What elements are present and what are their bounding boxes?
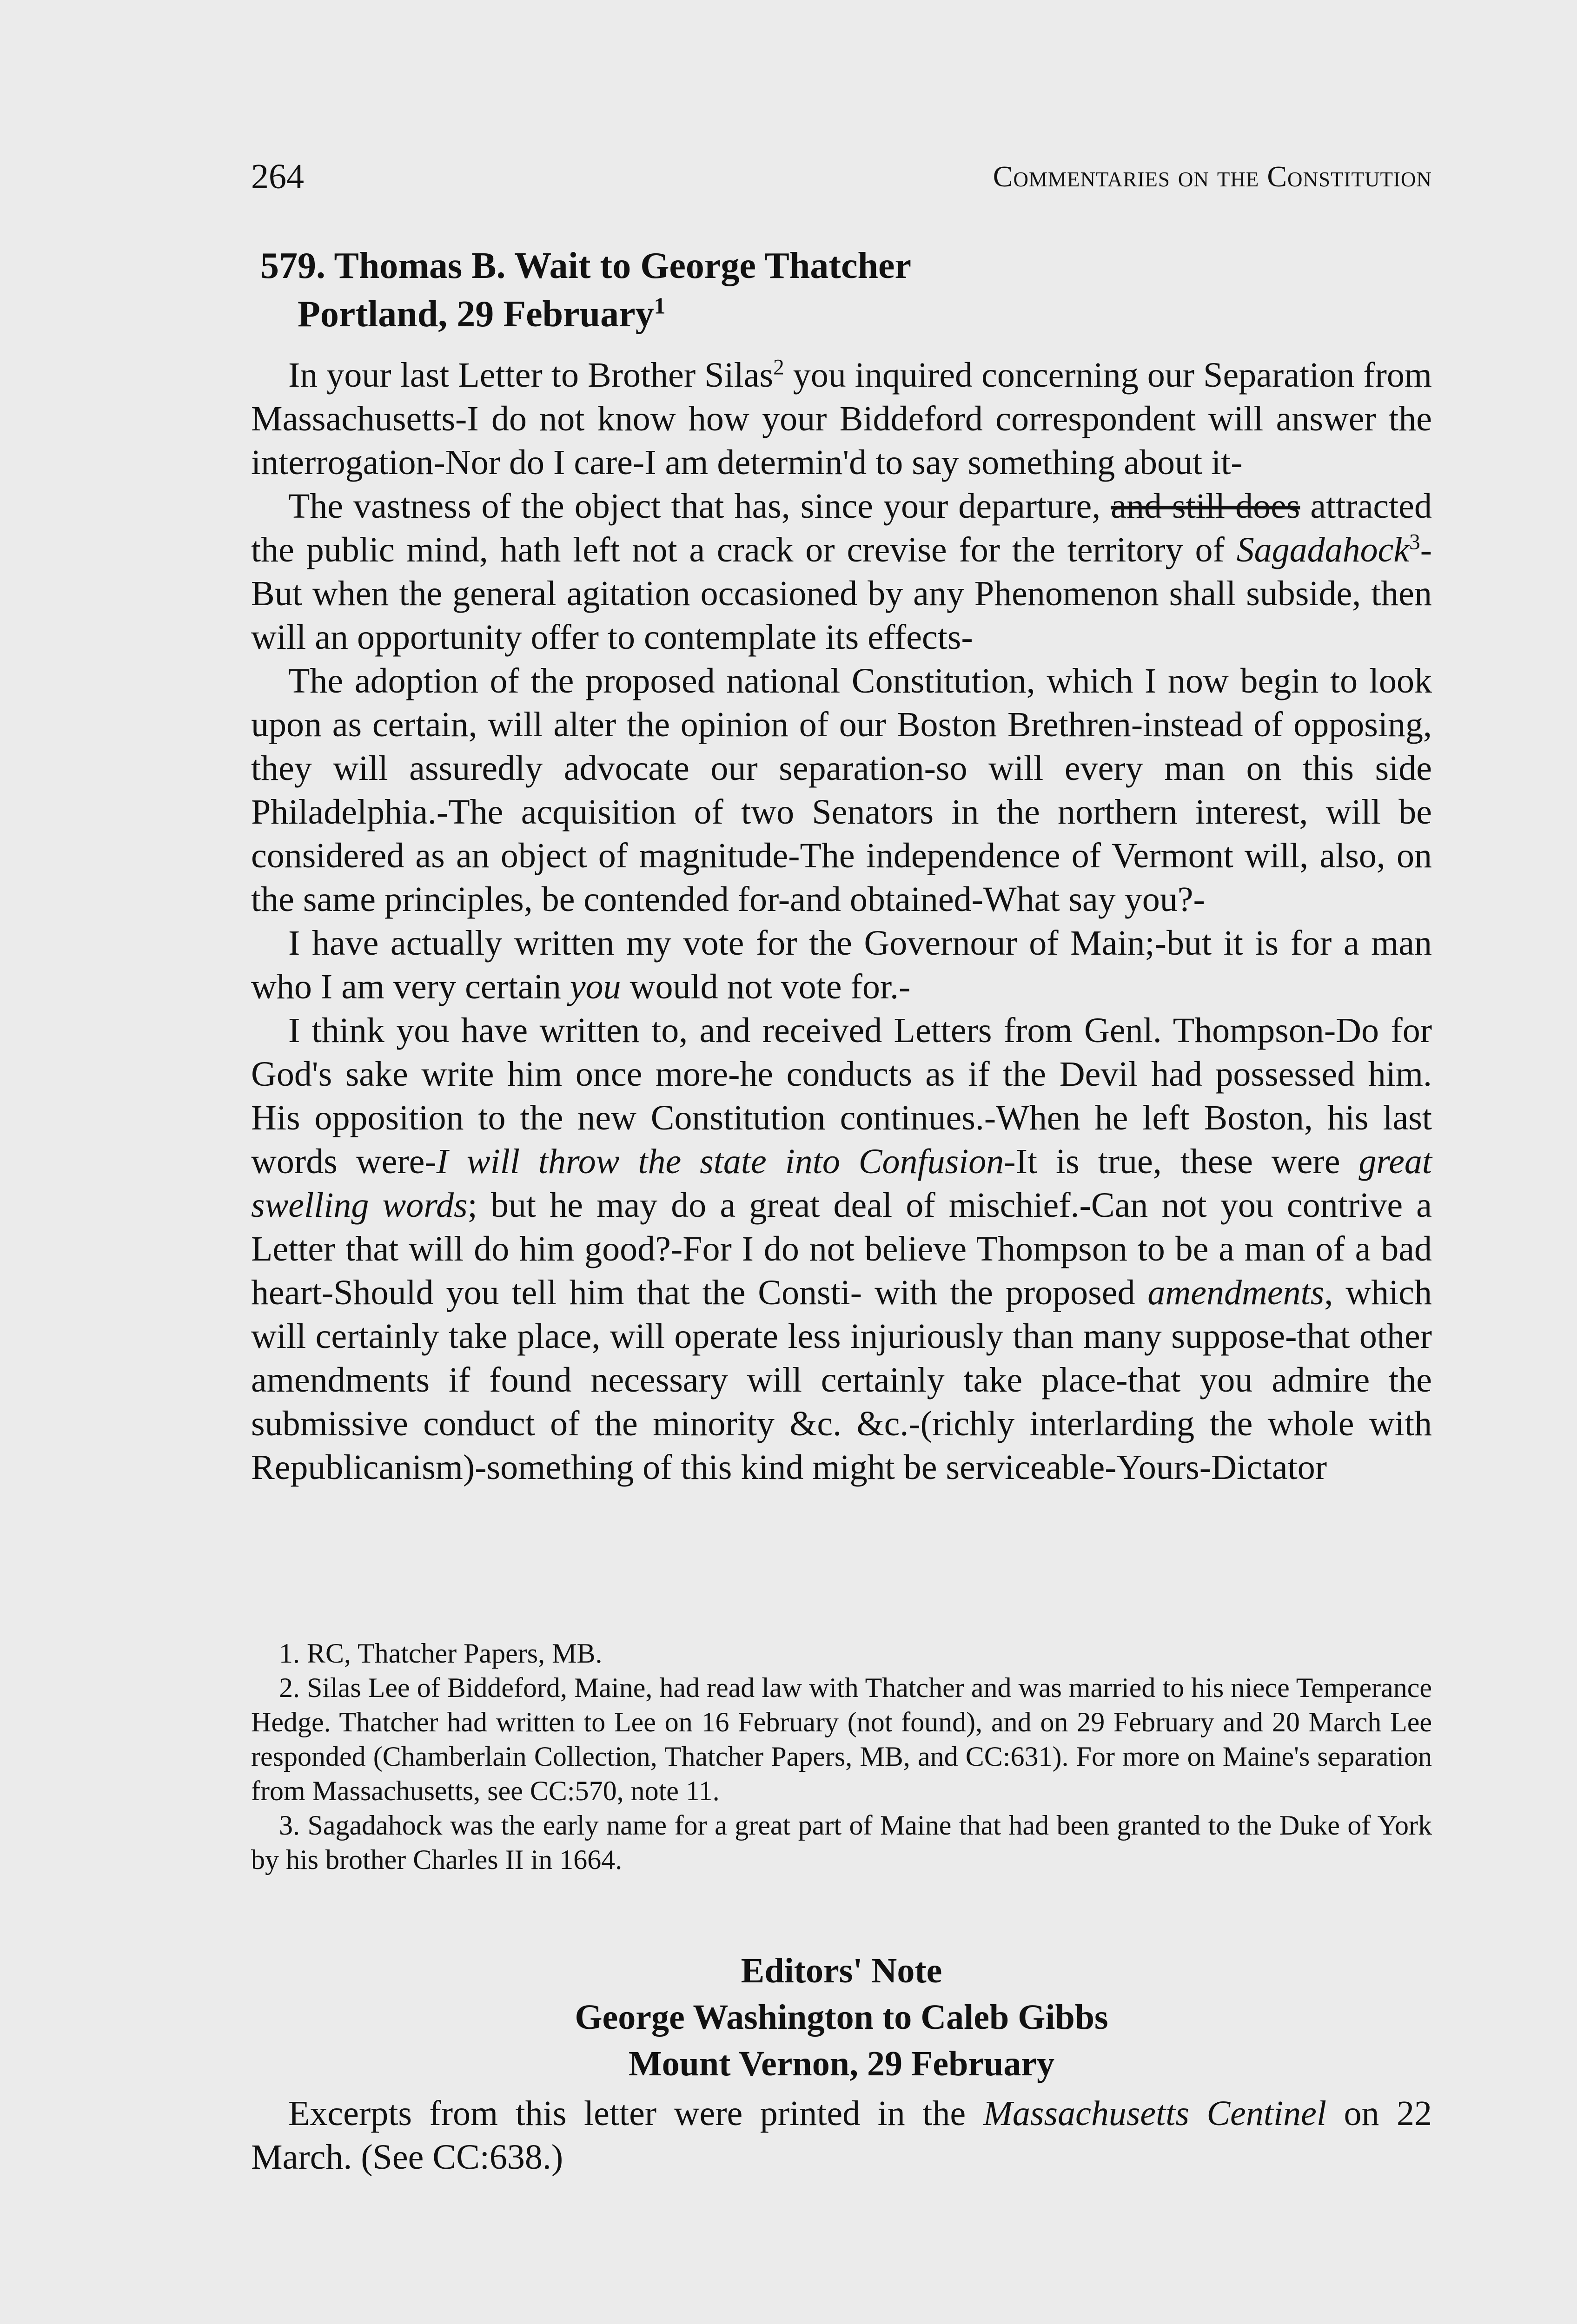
text-run: would not vote for.-	[621, 967, 911, 1006]
footnotes	[251, 1636, 1432, 1877]
footnote-ref-3: 3	[1409, 530, 1420, 555]
text-run: attracted the public mind, hath left not a crack or crevise for the territory of	[251, 487, 1432, 569]
text-run: ; but he may do a great deal of mischief.-Can not you contrive a Letter that will do him good?-For I do not believe Thompson to be a man of a bad heart-Should you tell him that the Consti- with the proposed	[251, 1186, 1432, 1312]
editors-note-body	[251, 2092, 1432, 2179]
footnote-1: 1. RC, Thatcher Papers, MB.	[279, 1638, 603, 1669]
footnote-3: 3. Sagadahock was the early name for a great part of Maine that had been granted to the Duke of York by his brother Charles II in 1664.	[251, 1810, 1432, 1875]
editors-note-paragraph	[251, 2092, 1432, 2179]
document-place-date-text: Portland, 29 February	[298, 294, 654, 335]
text-run: I have actually written my vote for the Governour of Main;-but it is for a man who I am very certain	[251, 924, 1432, 1006]
letter-body	[251, 353, 1432, 1489]
editors-note-subtitle: George Washington to Caleb Gibbs	[575, 1998, 1108, 2037]
footnote-2: 2. Silas Lee of Biddeford, Maine, had read law with Thatcher and was married to his niece Temperance Hedge. Thatcher had written to Lee on 16 February (not found), and on 29 February and 20 March Lee responded (Chamberlain Collection, Thatcher Papers, MB, and CC:631). For more on Maine's separation from Massachusetts, see CC:570, note 11.	[251, 1672, 1432, 1806]
footnote-ref-1: 1	[654, 293, 666, 319]
text-run: The vastness of the object that has, since your departure,	[288, 487, 1111, 526]
italic-text: you	[570, 967, 621, 1006]
letter-paragraph	[251, 353, 1432, 484]
text-run: -It is true, these were	[1004, 1142, 1359, 1181]
document-title: 579. Thomas B. Wait to George Thatcher	[260, 245, 911, 286]
letter-paragraph: The adoption of the proposed national Constitution, which I now begin to look upon as certain, will alter the opinion of our Boston Brethren-instead of opposing, they will assuredly advocate our separation-so will every man on this side Philadelphia.-The acquisition of two Senators in the northern interest, will be considered as an object of magnitude-The independence of Vermont will, also, on the same principles, be contended for-and obtained-What say you?-	[251, 661, 1432, 919]
document-heading	[260, 242, 1376, 338]
text-run: -But when the general agitation occasioned by any Phenomenon shall subside, then will an opportunity offer to contemplate its effects-	[251, 530, 1432, 657]
italic-place-name: Sagadahock	[1236, 530, 1410, 569]
italic-text: amendments	[1147, 1273, 1325, 1312]
text-run: , which will certainly take place, will operate less injuriously than many suppose-that other amendments if found necessary will certainly take place-that you admire the submissive conduct of the minority &c. &c.-(richly interlarding the whole with Republicanism)-something of this kind might be serviceable-Yours-Dictator	[251, 1273, 1432, 1487]
running-head: Commentaries on the Constitution	[993, 160, 1432, 193]
editors-note-place-date: Mount Vernon, 29 February	[628, 2044, 1055, 2083]
document-place-date	[260, 290, 1376, 338]
page-header	[251, 153, 1432, 200]
text-run: In your last Letter to Brother Silas	[288, 356, 774, 395]
page-number: 264	[251, 157, 304, 196]
italic-text: great swelling words	[251, 1142, 1432, 1225]
editors-note-heading	[251, 1948, 1432, 2087]
text-run: you inquired concerning our Separation from Massachusetts-I do not know how your Biddeford correspondent will answer the interrogation-Nor do I care-I am determin'd to say something about it-	[251, 356, 1432, 482]
editors-note-title: Editors' Note	[741, 1951, 942, 1990]
footnote-ref-2: 2	[773, 355, 784, 380]
text-run: on 22 March. (See CC:638.)	[251, 2094, 1432, 2177]
struck-text: and still does	[1111, 487, 1300, 526]
letter-paragraph	[251, 921, 1432, 1009]
italic-newspaper-title: Massachusetts Centinel	[983, 2094, 1326, 2133]
italic-text: I will throw the state into Confusion	[436, 1142, 1004, 1181]
letter-paragraph	[251, 484, 1432, 659]
text-run: Excerpts from this letter were printed in the	[288, 2094, 983, 2133]
text-run: I think you have written to, and received Letters from Genl. Thompson-Do for God's sake write him once more-he conducts as if the Devil had possessed him. His opposition to the new Constitution continues.-When he left Boston, his last words were-	[251, 1011, 1432, 1181]
letter-paragraph	[251, 1009, 1432, 1489]
